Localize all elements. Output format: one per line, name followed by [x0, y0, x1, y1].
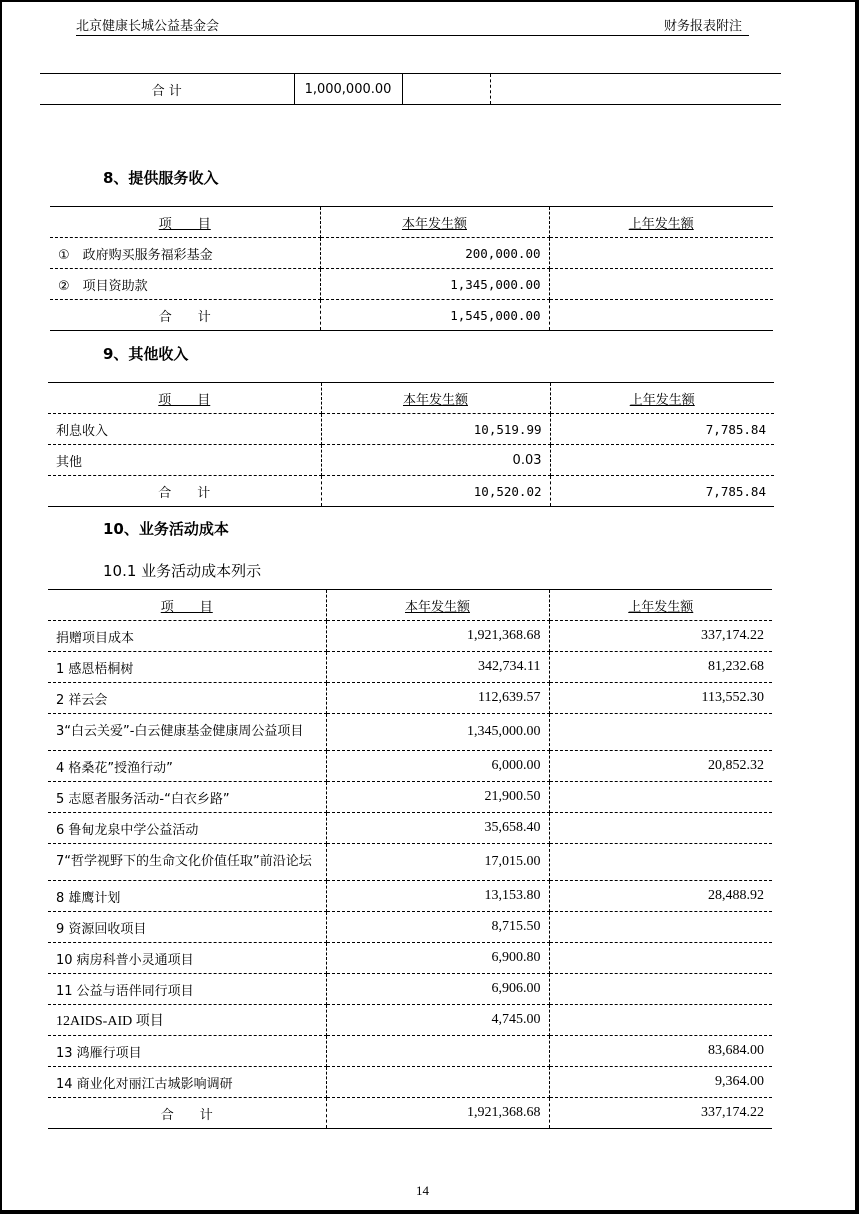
row-item: 10 病房科普小灵通项目 [48, 943, 326, 974]
row-item: 2 祥云会 [48, 683, 326, 714]
table-row [48, 943, 772, 974]
row-current [326, 1036, 549, 1067]
total-current: 1,545,000.00 [320, 300, 549, 331]
row-current: 342,734.11 [326, 652, 549, 683]
row-previous [549, 844, 772, 881]
row-item: 捐赠项目成本 [48, 621, 326, 652]
row-item: 14 商业化对丽江古城影响调研 [48, 1067, 326, 1098]
table-row [48, 1036, 772, 1067]
row-item: 8 雄鹰计划 [48, 881, 326, 912]
row-item: 11 公益与语伴同行项目 [48, 974, 326, 1005]
row-previous [550, 445, 774, 476]
row-previous: 337,174.22 [549, 621, 772, 652]
section-10-title: 10、业务活动成本 [103, 520, 229, 538]
col-header-current: 本年发生额 [326, 590, 549, 621]
row-current: 21,900.50 [326, 782, 549, 813]
row-item: 7“哲学视野下的生命文化价值任取”前沿论坛 [48, 844, 326, 881]
row-current [326, 1067, 549, 1098]
row-item: 1 感恩梧桐树 [48, 652, 326, 683]
table-row [48, 652, 772, 683]
page-number: 14 [416, 1183, 429, 1198]
row-current: 112,639.57 [326, 683, 549, 714]
row-current: 4,745.00 [326, 1005, 549, 1036]
row-previous: 9,364.00 [549, 1067, 772, 1098]
col-header-previous: 上年发生额 [549, 590, 772, 621]
table-row [50, 238, 773, 269]
activity-cost-table [48, 589, 772, 1129]
total-label: 合 计 [48, 476, 321, 507]
table-row [48, 881, 772, 912]
total-current: 1,921,368.68 [326, 1098, 549, 1129]
table-row [48, 621, 772, 652]
row-previous [549, 782, 772, 813]
total-previous: 337,174.22 [549, 1098, 772, 1129]
col-header-item: 项 目 [48, 590, 326, 621]
table-row [48, 974, 772, 1005]
row-previous [549, 714, 772, 751]
col-header-item: 项 目 [50, 207, 320, 238]
table-row [48, 683, 772, 714]
table-total-row [50, 300, 773, 331]
table-row [48, 782, 772, 813]
col-header-current: 本年发生额 [321, 383, 550, 414]
row-previous: 81,232.68 [549, 652, 772, 683]
row-current: 17,015.00 [326, 844, 549, 881]
row-current: 1,345,000.00 [326, 714, 549, 751]
row-item: 12AIDS-AID 项目 [48, 1005, 326, 1036]
carryover-total-table [40, 73, 781, 105]
carryover-value: 1,000,000.00 [294, 74, 402, 105]
table-row [48, 844, 772, 881]
row-current: 10,519.99 [321, 414, 550, 445]
col-header-previous: 上年发生额 [549, 207, 773, 238]
total-label: 合 计 [50, 300, 320, 331]
row-current: 6,000.00 [326, 751, 549, 782]
row-previous [549, 943, 772, 974]
other-income-table [48, 382, 774, 507]
row-item: 利息收入 [48, 414, 321, 445]
carryover-empty-2 [490, 74, 781, 105]
row-item: 5 志愿者服务活动-“白衣乡路” [48, 782, 326, 813]
total-label: 合 计 [48, 1098, 326, 1129]
row-item: 6 鲁甸龙泉中学公益活动 [48, 813, 326, 844]
table-row [48, 714, 772, 751]
row-previous: 83,684.00 [549, 1036, 772, 1067]
table-row [50, 269, 773, 300]
col-header-item: 项 目 [48, 383, 321, 414]
row-current: 6,906.00 [326, 974, 549, 1005]
table-total-row [48, 476, 774, 507]
row-previous: 113,552.30 [549, 683, 772, 714]
total-current: 10,520.02 [321, 476, 550, 507]
row-current: 6,900.80 [326, 943, 549, 974]
row-previous [549, 269, 773, 300]
row-current: 1,345,000.00 [320, 269, 549, 300]
table-row [48, 1005, 772, 1036]
total-previous [549, 300, 773, 331]
row-current: 0.03 [321, 445, 550, 476]
row-current: 35,658.40 [326, 813, 549, 844]
row-previous [549, 974, 772, 1005]
section-8-title: 8、提供服务收入 [103, 169, 219, 187]
carryover-empty-1 [402, 74, 490, 105]
row-item: 其他 [48, 445, 321, 476]
total-previous: 7,785.84 [550, 476, 774, 507]
row-previous [549, 238, 773, 269]
row-previous [549, 912, 772, 943]
row-current: 13,153.80 [326, 881, 549, 912]
section-10-1-subtitle: 10.1 业务活动成本列示 [103, 562, 262, 580]
header-rule [76, 35, 749, 36]
header-org: 北京健康长城公益基金会 [76, 19, 220, 34]
row-current: 8,715.50 [326, 912, 549, 943]
row-item: ② 项目资助款 [50, 269, 320, 300]
table-row [48, 912, 772, 943]
table-header-row [48, 590, 772, 621]
row-previous [549, 1005, 772, 1036]
row-previous [549, 813, 772, 844]
row-previous: 28,488.92 [549, 881, 772, 912]
table-total-row [48, 1098, 772, 1129]
row-current: 200,000.00 [320, 238, 549, 269]
table-row [48, 813, 772, 844]
header-doc-title: 财务报表附注 [664, 19, 743, 34]
table-header-row [50, 207, 773, 238]
table-row [48, 414, 774, 445]
carryover-label: 合 计 [40, 74, 294, 105]
table-row [48, 1067, 772, 1098]
row-item: ① 政府购买服务福彩基金 [50, 238, 320, 269]
section-9-title: 9、其他收入 [103, 345, 189, 363]
row-item: 4 格桑花”授渔行动” [48, 751, 326, 782]
table-header-row [48, 383, 774, 414]
col-header-previous: 上年发生额 [550, 383, 774, 414]
row-previous: 20,852.32 [549, 751, 772, 782]
row-item: 9 资源回收项目 [48, 912, 326, 943]
table-row [48, 751, 772, 782]
table-row [48, 445, 774, 476]
row-item: 3“白云关爱”-白云健康基金健康周公益项目 [48, 714, 326, 751]
service-income-table [50, 206, 773, 331]
col-header-current: 本年发生额 [320, 207, 549, 238]
row-current: 1,921,368.68 [326, 621, 549, 652]
row-item: 13 鸿雁行项目 [48, 1036, 326, 1067]
row-previous: 7,785.84 [550, 414, 774, 445]
